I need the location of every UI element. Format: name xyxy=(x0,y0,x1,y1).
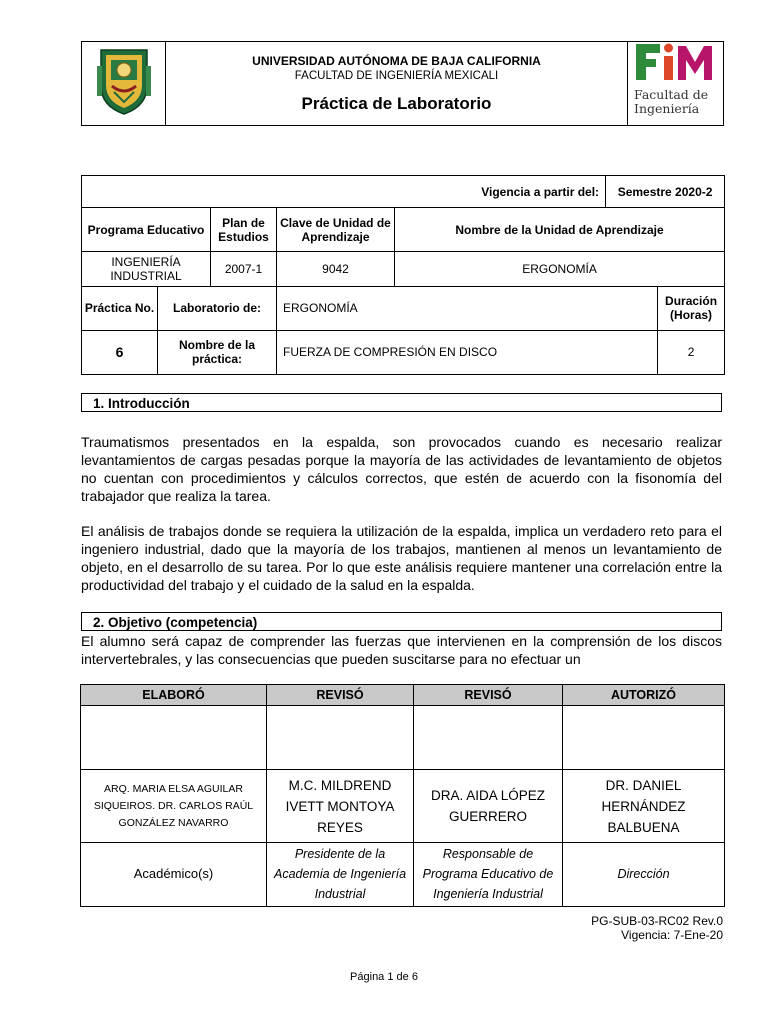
header-reviso-1: REVISÓ xyxy=(267,685,414,706)
vigencia-value: Semestre 2020-2 xyxy=(606,176,725,208)
document-header xyxy=(81,41,724,126)
elaboro-role: Académico(s) xyxy=(81,842,267,906)
signature-space xyxy=(267,706,414,770)
duracion-label: Duración (Horas) xyxy=(658,286,725,330)
practica-no-label: Práctica No. xyxy=(82,286,158,330)
signature-space xyxy=(81,706,267,770)
university-name: UNIVERSIDAD AUTÓNOMA DE BAJA CALIFORNIA xyxy=(252,53,541,68)
vigencia-label: Vigencia a partir del: xyxy=(82,176,606,208)
intro-paragraph-2: El análisis de trabajos donde se requiera la utilización de la espalda, implica un verdadero reto para el ingeniero industrial, dado que la mayoría de los trabajos, mantienen al menos un levantamiento de objeto, en el desarrollo de su tarea. Por lo que este análisis requiere mantener una correlación entre la productividad del trabajo y el cuidado de la salud en la espalda. xyxy=(81,523,722,593)
header-plan: Plan de Estudios xyxy=(211,208,277,252)
intro-section-title: 1. Introducción xyxy=(81,393,722,412)
reviso-2-role: Responsable de Programa Educativo de Ingeniería Industrial xyxy=(414,842,563,906)
laboratorio-value: ERGONOMÍA xyxy=(277,286,658,330)
reviso-2-name: DRA. AIDA LÓPEZ GUERRERO xyxy=(414,770,563,842)
header-autorizo: AUTORIZÓ xyxy=(563,685,725,706)
header-title-cell xyxy=(166,42,628,126)
uabc-seal-cell xyxy=(82,42,166,126)
faculty-name: FACULTAD DE INGENIERÍA MEXICALI xyxy=(294,69,499,82)
clave-value: 9042 xyxy=(277,252,395,286)
laboratorio-label: Laboratorio de: xyxy=(158,286,277,330)
document-code: PG-SUB-03-RC02 Rev.0 xyxy=(591,914,723,928)
elaboro-names: ARQ. MARIA ELSA AGUILAR SIQUEIROS. DR. CARLOS RAÚL GONZÁLEZ NAVARRO xyxy=(81,770,267,842)
course-info-table xyxy=(81,175,725,375)
objetivo-paragraph: El alumno será capaz de comprender las fuerzas que intervienen en la comprensión de los discos intervertebrales, y las consecuencias que pueden suscitarse para no efectuar un xyxy=(81,633,722,667)
nombre-practica-label: Nombre de la práctica: xyxy=(158,330,277,374)
nombre-practica-value: FUERZA DE COMPRESIÓN EN DISCO xyxy=(277,330,658,374)
fim-logo-line2: Ingeniería xyxy=(634,101,700,116)
header-elaboro: ELABORÓ xyxy=(81,685,267,706)
header-clave: Clave de Unidad de Aprendizaje xyxy=(277,208,395,252)
signatures-table xyxy=(80,684,725,907)
autorizo-role: Dirección xyxy=(563,842,725,906)
fim-logo-icon xyxy=(628,42,723,120)
practica-no-value: 6 xyxy=(82,330,158,374)
fim-logo-cell xyxy=(628,42,724,126)
plan-value: 2007-1 xyxy=(211,252,277,286)
document-vigencia: Vigencia: 7-Ene-20 xyxy=(621,928,723,942)
header-reviso-2: REVISÓ xyxy=(414,685,563,706)
university-seal-icon xyxy=(95,46,153,116)
signature-space xyxy=(563,706,725,770)
autorizo-name: DR. DANIEL HERNÁNDEZ BALBUENA xyxy=(563,770,725,842)
reviso-1-role: Presidente de la Academia de Ingeniería Industrial xyxy=(267,842,414,906)
unidad-value: ERGONOMÍA xyxy=(395,252,725,286)
intro-paragraph-1: Traumatismos presentados en la espalda, son provocados cuando es necesario realizar levantamientos de cargas pesadas porque la mayoría de las actividades de levantamiento de objetos no cuentan con procedimientos y cálculos correctos, que estén de acuerdo con la fisonomía del trabajador que realiza la tarea. xyxy=(81,434,722,504)
header-nombre-unidad: Nombre de la Unidad de Aprendizaje xyxy=(395,208,725,252)
document-title: Práctica de Laboratorio xyxy=(301,93,492,113)
fim-logo-line1: Facultad de xyxy=(634,87,709,102)
objetivo-section-title: 2. Objetivo (competencia) xyxy=(81,612,722,631)
signature-space xyxy=(414,706,563,770)
duracion-value: 2 xyxy=(658,330,725,374)
header-programa: Programa Educativo xyxy=(82,208,211,252)
page-number: Página 1 de 6 xyxy=(350,971,418,983)
programa-value: INGENIERÍA INDUSTRIAL xyxy=(82,252,211,286)
reviso-1-name: M.C. MILDREND IVETT MONTOYA REYES xyxy=(267,770,414,842)
